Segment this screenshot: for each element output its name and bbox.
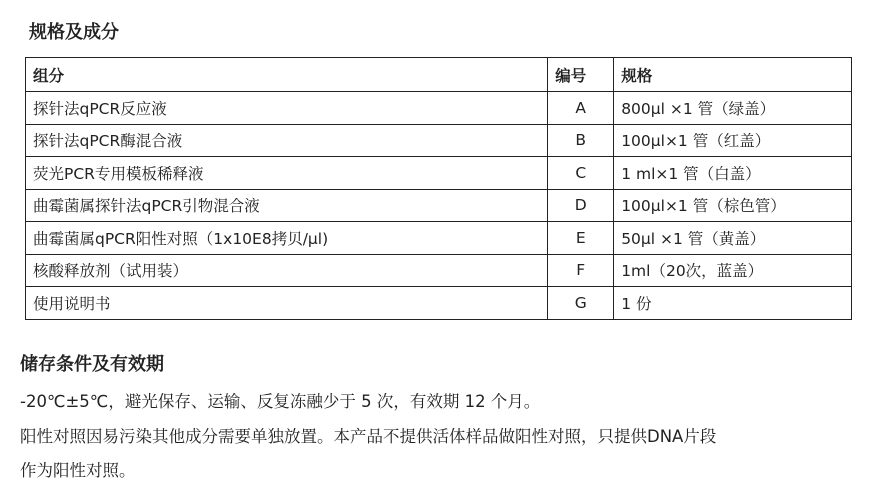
- table-row: [26, 222, 852, 255]
- code-cell: D: [548, 189, 614, 222]
- code-cell: F: [548, 254, 614, 287]
- table-header-row: [26, 58, 852, 92]
- spec-cell: 100μl×1 管（棕色管）: [614, 189, 852, 222]
- component-cell: 探针法qPCR反应液: [26, 92, 548, 125]
- component-cell: 荧光PCR专用模板稀释液: [26, 157, 548, 190]
- spec-cell: 1 ml×1 管（白盖）: [614, 157, 852, 190]
- table-row: [26, 124, 852, 157]
- header-spec: 规格: [614, 58, 852, 92]
- spec-cell: 50μl ×1 管（黄盖）: [614, 222, 852, 255]
- table-row: [26, 287, 852, 320]
- code-cell: B: [548, 124, 614, 157]
- spec-cell: 800μl ×1 管（绿盖）: [614, 92, 852, 125]
- header-code: 编号: [548, 58, 614, 92]
- table-row: [26, 157, 852, 190]
- spec-section-title: 规格及成分: [29, 22, 119, 43]
- spec-cell: 1ml（20次，蓝盖）: [614, 254, 852, 287]
- component-cell: 探针法qPCR酶混合液: [26, 124, 548, 157]
- storage-text-line: 作为阳性对照。: [20, 461, 136, 480]
- table-row: [26, 92, 852, 125]
- table-row: [26, 189, 852, 222]
- spec-table: [25, 57, 852, 320]
- header-component: 组分: [26, 58, 548, 92]
- code-cell: C: [548, 157, 614, 190]
- component-cell: 曲霉菌属探针法qPCR引物混合液: [26, 189, 548, 222]
- component-cell: 曲霉菌属qPCR阳性对照（1x10E8拷贝/μl): [26, 222, 548, 255]
- code-cell: E: [548, 222, 614, 255]
- table-row: [26, 254, 852, 287]
- code-cell: G: [548, 287, 614, 320]
- storage-text-line: 阳性对照因易污染其他成分需要单独放置。本产品不提供活体样品做阳性对照，只提供DNA片段: [20, 427, 717, 446]
- storage-text-line: -20℃±5℃，避光保存、运输、反复冻融少于 5 次，有效期 12 个月。: [20, 392, 541, 411]
- component-cell: 使用说明书: [26, 287, 548, 320]
- storage-section-title: 储存条件及有效期: [20, 354, 164, 375]
- code-cell: A: [548, 92, 614, 125]
- spec-cell: 1 份: [614, 287, 852, 320]
- spec-cell: 100μl×1 管（红盖）: [614, 124, 852, 157]
- component-cell: 核酸释放剂（试用装）: [26, 254, 548, 287]
